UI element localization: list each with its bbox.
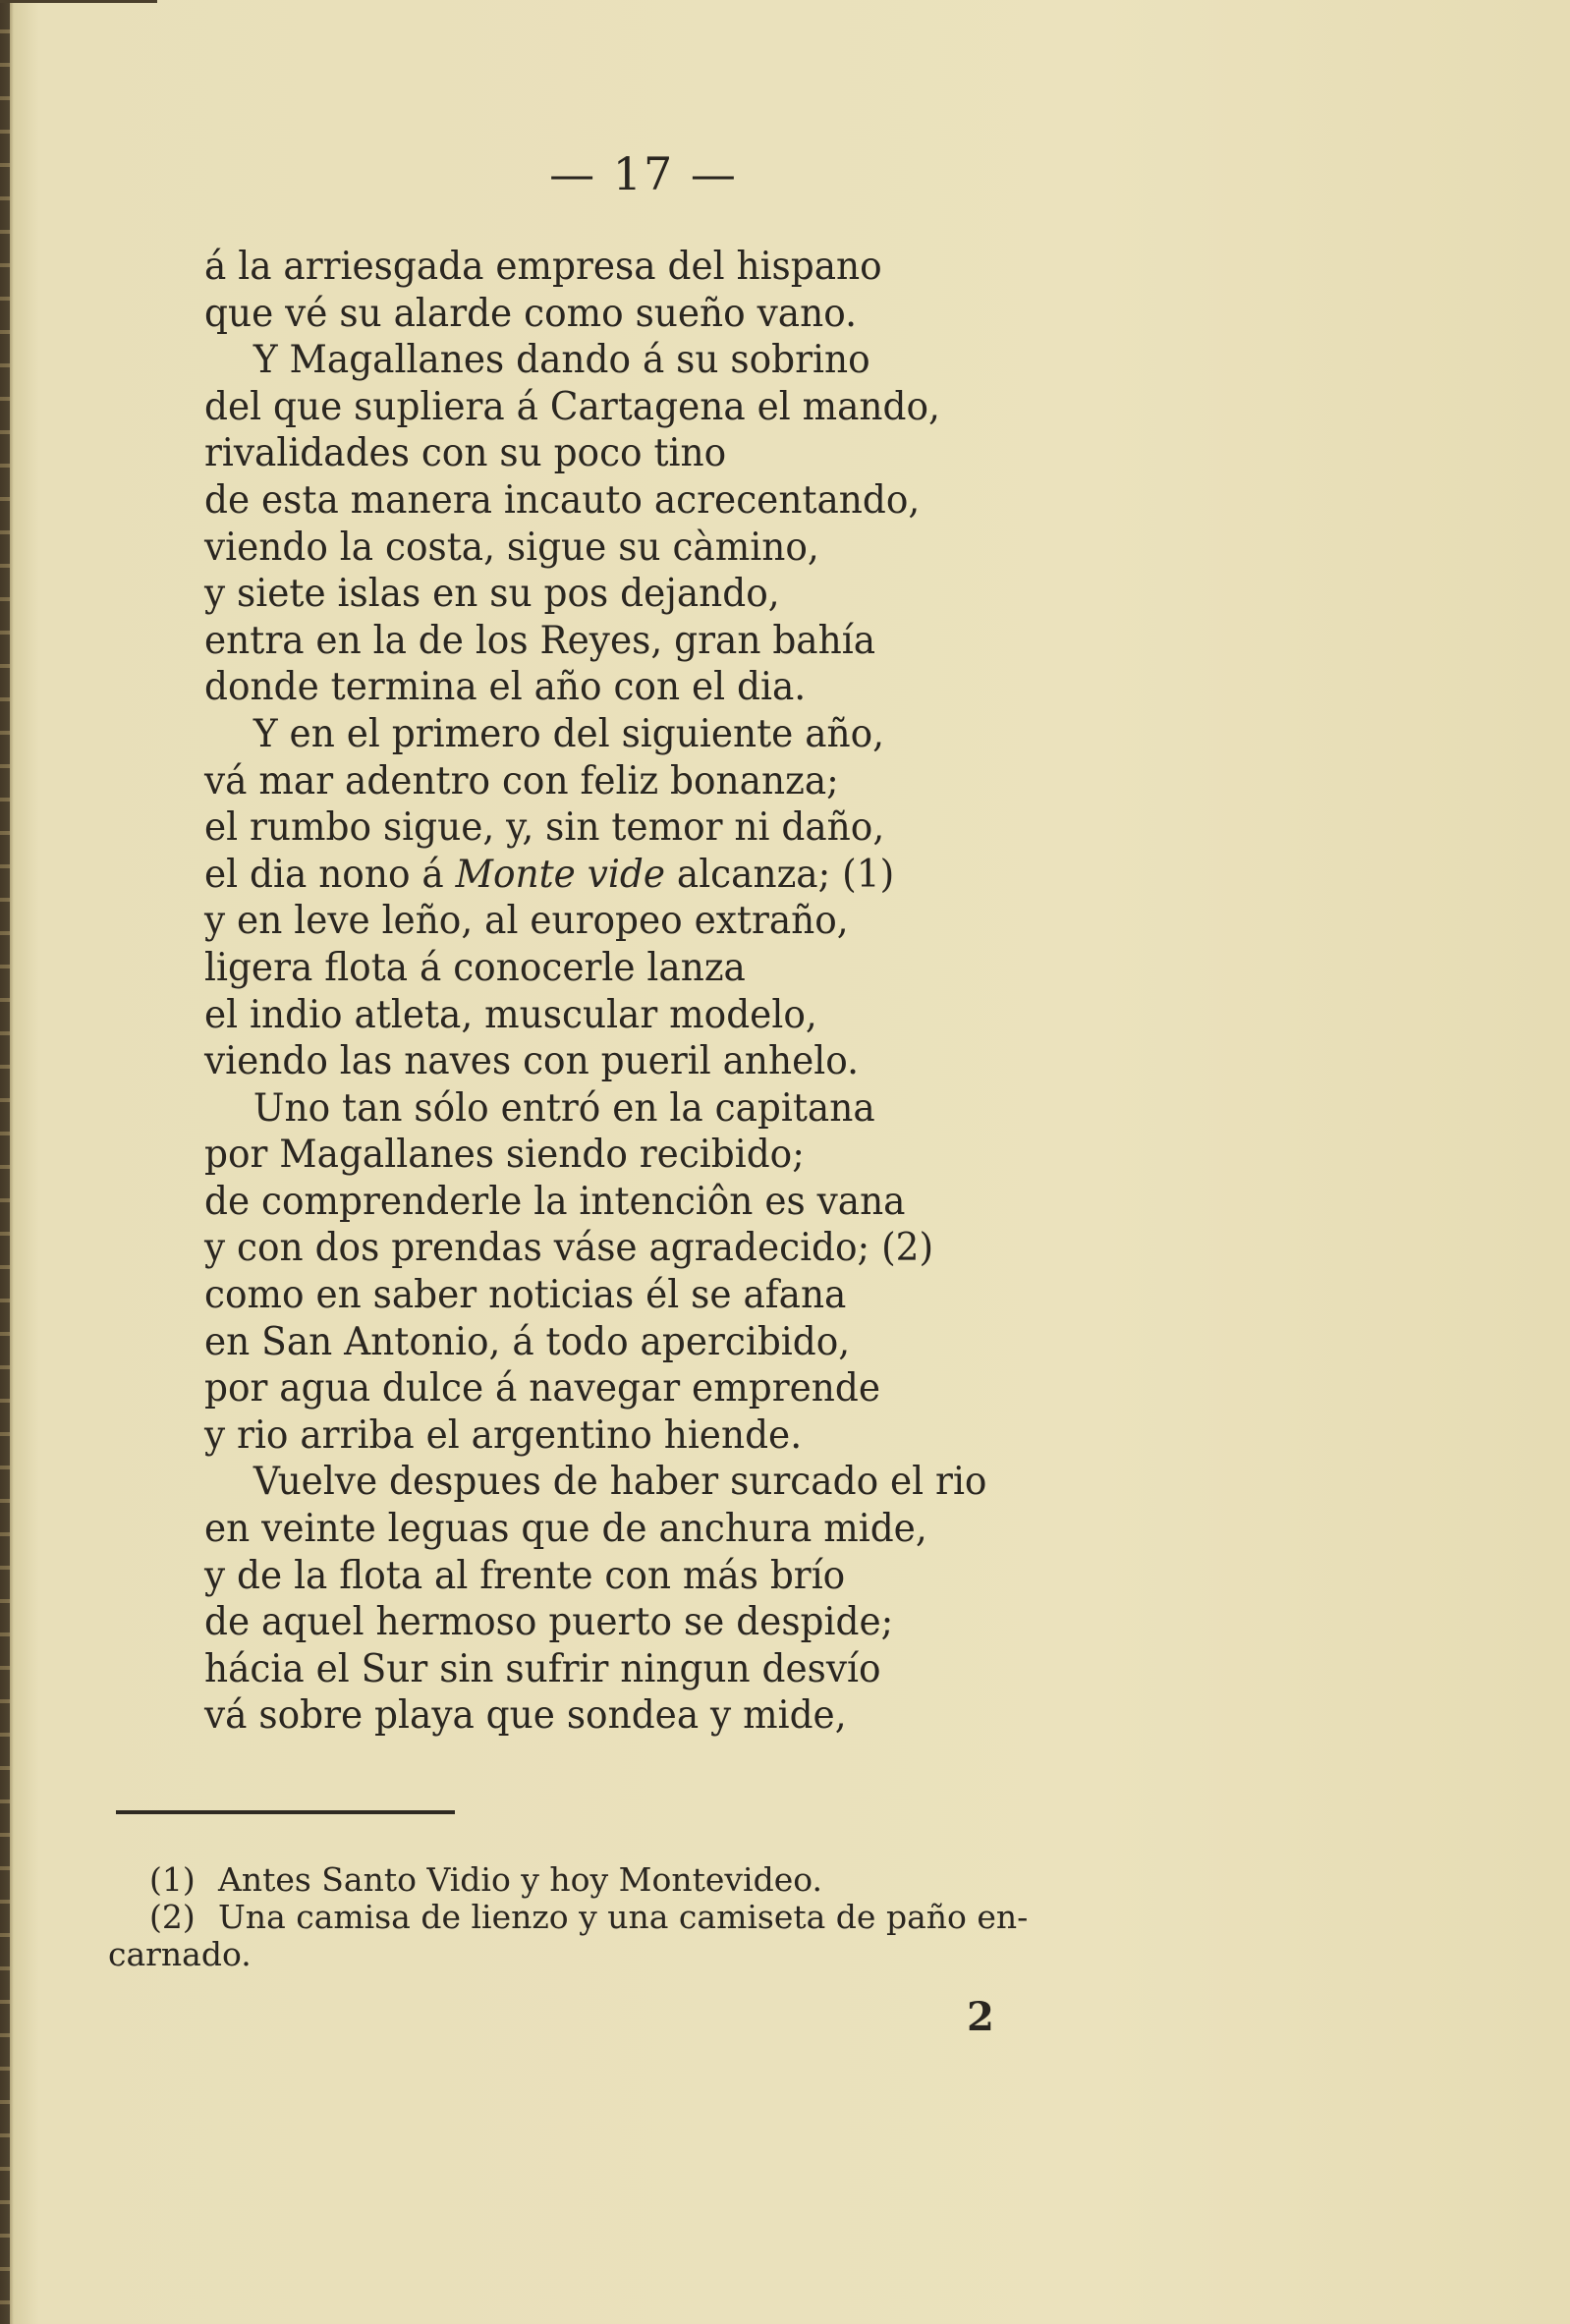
verse-text: hácia el Sur sin sufrir ningun desvío <box>204 1646 881 1691</box>
verse-line <box>204 244 1053 291</box>
verse-line <box>204 898 1053 945</box>
page-number: — 17 — <box>549 147 738 200</box>
verse-line <box>204 804 1053 852</box>
verse-line <box>204 1085 1053 1133</box>
footnote <box>108 1861 1189 1899</box>
verse-text: y en leve leño, al europeo extraño, <box>204 899 849 944</box>
verse-line <box>204 477 1053 525</box>
verse-text: por Magallanes siendo recibido; <box>204 1133 805 1178</box>
footnote-text: Una camisa de lienzo y una camiseta de paño en- <box>218 1898 1029 1936</box>
verse-text: como en saber noticias él se afana <box>204 1273 847 1318</box>
verse-line <box>204 1459 1053 1506</box>
verse-text: y de la flota al frente con más brío <box>204 1553 846 1598</box>
footnote-text: Antes Santo Vidio y hoy Montevideo. <box>218 1860 823 1899</box>
verse-text: Y en el primero del siguiente año, <box>252 711 885 756</box>
verse-line <box>204 1225 1053 1272</box>
verse-text: por agua dulce á navegar emprende <box>204 1366 880 1411</box>
verse-text: del que supliera á Cartagena el mando, <box>204 384 940 429</box>
verse-text: que vé su alarde como sueño vano. <box>204 291 857 336</box>
verse-line <box>204 1132 1053 1179</box>
verse-line <box>204 664 1053 711</box>
verse-line <box>204 1365 1053 1412</box>
verse-text: rivalidades con su poco tino <box>204 431 727 476</box>
verse-text: vá sobre playa que sondea y mide, <box>204 1693 847 1739</box>
verse-line <box>204 1506 1053 1553</box>
footnote-number: (1) <box>149 1860 196 1899</box>
verse-line <box>204 945 1053 992</box>
verse-line <box>204 711 1053 758</box>
verse-text: viendo la costa, sigue su càmino, <box>204 525 819 570</box>
verse-text: Y Magallanes dando á su sobrino <box>252 338 870 383</box>
verse-text: de aquel hermoso puerto se despide; <box>204 1600 894 1645</box>
verse-line <box>204 1412 1053 1460</box>
verse-line <box>204 758 1053 805</box>
footnote-text: carnado. <box>108 1935 252 1973</box>
verse-line <box>204 852 1053 899</box>
verse-line <box>204 1179 1053 1226</box>
verse-text: viendo las naves con pueril anhelo. <box>204 1039 860 1084</box>
verse-line <box>204 1646 1053 1693</box>
verse-line <box>204 1038 1053 1085</box>
verse-text: entra en la de los Reyes, gran bahía <box>204 618 876 663</box>
verse-text: de esta manera incauto acrecentando, <box>204 477 921 523</box>
footnote <box>108 1936 1189 1973</box>
verse-text-after: alcanza; (1) <box>664 852 895 897</box>
verse-line <box>204 291 1053 338</box>
verse-line <box>204 571 1053 618</box>
verse-line <box>204 1599 1053 1646</box>
page-edge <box>0 0 10 2324</box>
verse-text: el dia nono á <box>204 852 456 897</box>
verse-block <box>204 244 1089 1740</box>
top-edge-line <box>0 0 157 3</box>
verse-line <box>204 525 1053 572</box>
verse-line <box>204 618 1053 665</box>
verse-text: vá mar adentro con feliz bonanza; <box>204 758 839 803</box>
verse-text: en San Antonio, á todo apercibido, <box>204 1319 851 1364</box>
verse-text: á la arriesgada empresa del hispano <box>204 245 882 289</box>
verse-line <box>204 1692 1053 1740</box>
verse-line <box>204 1272 1053 1319</box>
verse-text: y siete islas en su pos dejando, <box>204 572 780 617</box>
verse-line <box>204 430 1053 477</box>
verse-text: Vuelve despues de haber surcado el rio <box>252 1460 987 1505</box>
footnotes <box>108 1861 1189 1973</box>
verse-text: Uno tan sólo entró en la capitana <box>252 1085 875 1131</box>
verse-text: de comprenderle la intenciôn es vana <box>204 1179 906 1224</box>
verse-text: el indio atleta, muscular modelo, <box>204 992 817 1037</box>
verse-text: el rumbo sigue, y, sin temor ni daño, <box>204 805 885 851</box>
verse-text: donde termina el año con el dia. <box>204 665 807 710</box>
verse-line <box>204 1319 1053 1366</box>
signature-mark: 2 <box>967 1994 994 2040</box>
verse-text: en veinte leguas que de anchura mide, <box>204 1507 927 1552</box>
verse-italic: Monte vide <box>455 852 665 897</box>
footnote-rule <box>116 1810 455 1814</box>
verse-line <box>204 992 1053 1039</box>
verse-line <box>204 384 1053 431</box>
footnote-number: (2) <box>149 1898 196 1936</box>
verse-line <box>204 1553 1053 1600</box>
verse-text: y con dos prendas váse agradecido; (2) <box>204 1226 934 1271</box>
verse-line <box>204 337 1053 384</box>
verse-text: y rio arriba el argentino hiende. <box>204 1412 803 1458</box>
verse-text: ligera flota á conocerle lanza <box>204 945 746 990</box>
footnote <box>108 1899 1189 1936</box>
